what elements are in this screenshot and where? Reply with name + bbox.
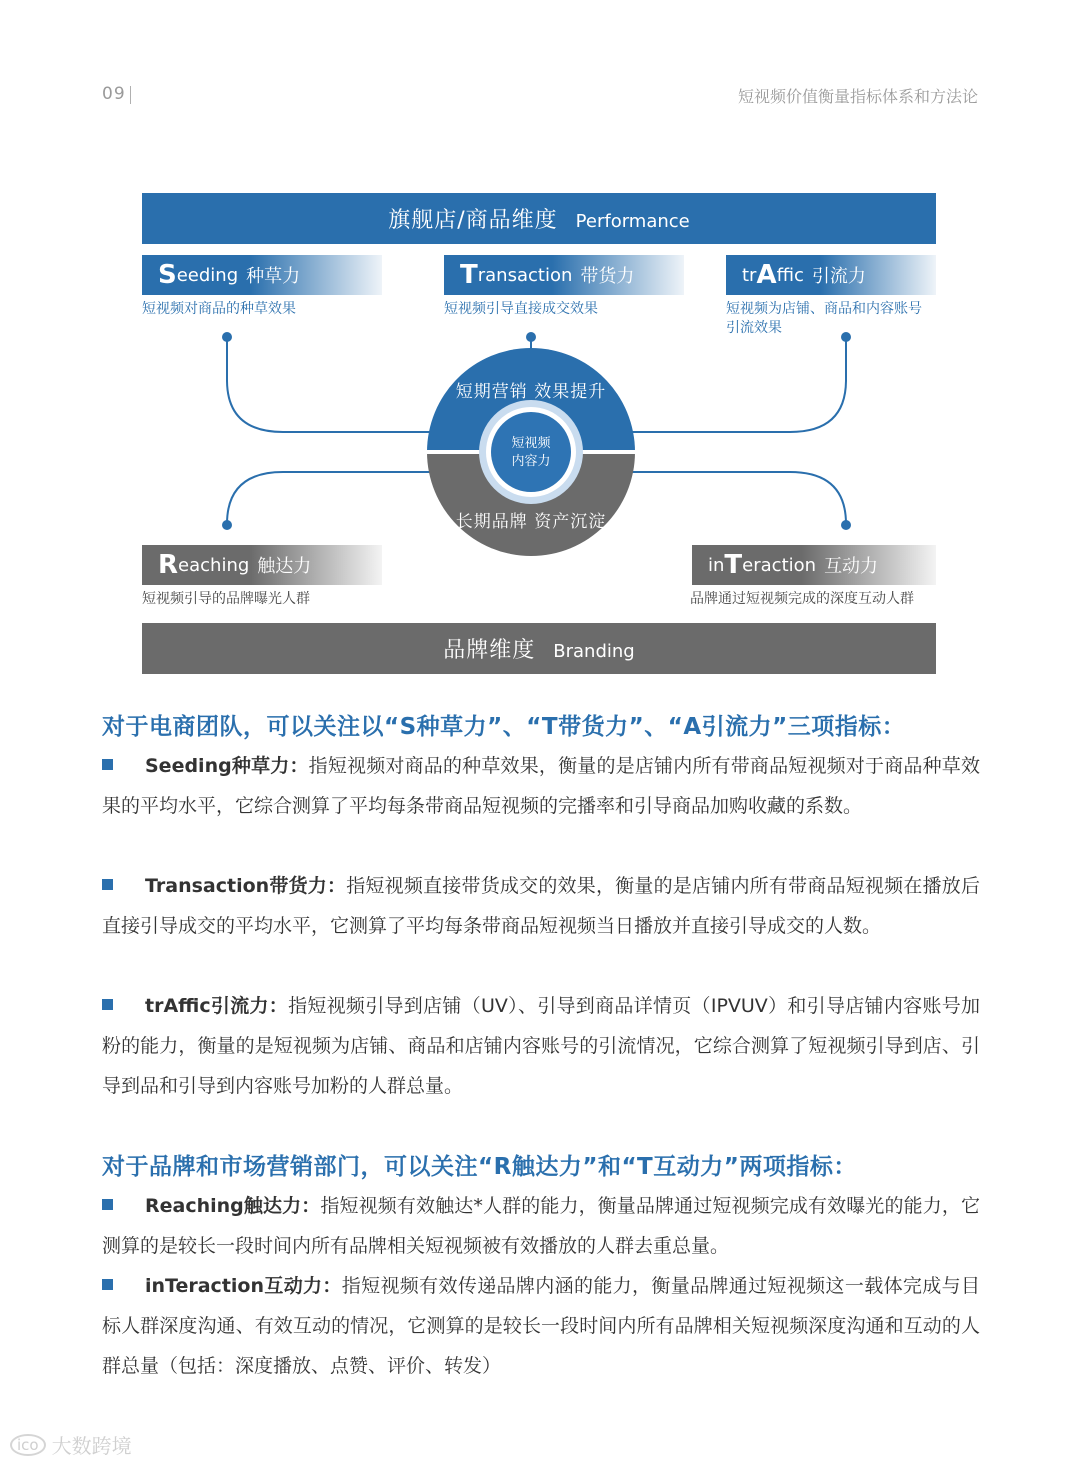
metric-traffic-desc xyxy=(726,300,922,338)
metric-traffic-pre: tr xyxy=(742,264,757,286)
watermark-text: 大数跨境 xyxy=(51,1434,132,1458)
item-text: 指短视频引导到店铺（UV）、引导到商品详情页（IPVUV）和引导店铺内容账号加粉的能力，衡量的是短视频为店铺、商品和店铺内容账号的引流情况，它综合测算了短视频引导到店、引导到品和引导到内容账号加粉的人群总量。 xyxy=(102,995,980,1097)
connector-reaching xyxy=(227,472,431,524)
watermark-logo-icon: ico xyxy=(10,1434,46,1456)
metric-reaching xyxy=(142,545,382,585)
connector-seeding xyxy=(227,338,431,432)
metric-interaction-rest: eraction xyxy=(742,554,817,576)
branding-band-en: Branding xyxy=(553,641,635,662)
metric-interaction-zh: 互动力 xyxy=(824,556,879,577)
metric-reaching-zh: 触达力 xyxy=(257,556,312,577)
ecommerce-heading: 对于电商团队，可以关注以“S种草力”、“T带货力”、“A引流力”三项指标： xyxy=(102,714,906,740)
metric-seeding-zh: 种草力 xyxy=(246,266,301,287)
connector-interaction xyxy=(632,472,846,524)
metric-seeding-rest: eeding xyxy=(176,264,239,286)
metric-interaction-cap: T xyxy=(724,550,743,580)
dot-reaching xyxy=(222,520,232,530)
metric-traffic-rest: ffic xyxy=(776,264,804,286)
ecommerce-item-traffic xyxy=(102,986,980,1106)
branding-heading: 对于品牌和市场营销部门，可以关注“R触达力”和“T互动力”两项指标： xyxy=(102,1154,857,1180)
bullet-square xyxy=(102,1279,113,1290)
ecommerce-item-seeding xyxy=(102,746,980,826)
item-text: 指短视频直接带货成交的效果，衡量的是店铺内所有带商品短视频在播放后直接引导成交的平均水平，它测算了平均每条带商品短视频当日播放并直接引导成交的人数。 xyxy=(102,875,980,937)
metric-interaction-pre: in xyxy=(708,554,725,576)
metric-interaction xyxy=(692,545,936,585)
bullet-square xyxy=(102,879,113,890)
metric-reaching-desc: 短视频引导的品牌曝光人群 xyxy=(142,591,310,607)
circle-top-text: 短期营销 效果提升 xyxy=(455,382,607,402)
ecommerce-item-transaction xyxy=(102,866,980,946)
dot-transaction xyxy=(526,332,536,342)
metric-transaction-zh: 带货力 xyxy=(580,266,635,287)
metric-seeding-desc: 短视频对商品的种草效果 xyxy=(142,301,296,317)
metric-traffic-cap: A xyxy=(756,260,777,290)
item-term: Transaction带货力： xyxy=(145,875,347,897)
branding-item-interaction xyxy=(102,1266,980,1386)
page-number: 09 xyxy=(102,84,126,104)
bullet-square xyxy=(102,999,113,1010)
item-text: 指短视频有效触达*人群的能力，衡量品牌通过短视频完成有效曝光的能力，它测算的是较长一段时间内所有品牌相关短视频被有效播放的人群去重总量。 xyxy=(102,1195,980,1257)
metric-traffic-desc-line1: 短视频为店铺、商品和内容账号 xyxy=(726,301,922,317)
branding-item-reaching xyxy=(102,1186,980,1266)
metric-interaction-desc: 品牌通过短视频完成的深度互动人群 xyxy=(690,591,914,607)
metric-seeding xyxy=(142,255,382,295)
performance-band-cn: 旗舰店/商品维度 xyxy=(388,208,558,233)
circle-core-line1: 短视频 xyxy=(511,436,551,451)
bullet-square xyxy=(102,1199,113,1210)
dot-seeding xyxy=(222,332,232,342)
item-term: Reaching触达力： xyxy=(145,1195,321,1217)
metric-transaction-cap: T xyxy=(460,260,478,290)
metric-seeding-cap: S xyxy=(158,260,177,290)
branding-band xyxy=(142,623,936,674)
branding-band-cn: 品牌维度 xyxy=(443,638,536,663)
watermark xyxy=(10,1430,132,1459)
circle-core-line2: 内容力 xyxy=(511,454,551,469)
metric-transaction-desc: 短视频引导直接成交效果 xyxy=(444,301,598,317)
metric-traffic xyxy=(726,255,936,295)
dot-interaction xyxy=(841,520,851,530)
metric-traffic-desc-line2: 引流效果 xyxy=(726,320,782,336)
metric-traffic-zh: 引流力 xyxy=(811,266,866,287)
performance-band xyxy=(142,193,936,244)
item-text: 指短视频对商品的种草效果，衡量的是店铺内所有带商品短视频对于商品种草效果的平均水平，它综合测算了平均每条带商品短视频的完播率和引导商品加购收藏的系数。 xyxy=(102,755,980,817)
item-term: Seeding种草力： xyxy=(145,755,309,777)
metric-transaction xyxy=(444,255,684,295)
item-text: 指短视频有效传递品牌内涵的能力，衡量品牌通过短视频这一载体完成与目标人群深度沟通、有效互动的情况，它测算的是较长一段时间内所有品牌相关短视频深度沟通和互动的人群总量（包括：深度播放、点赞、评价、转发） xyxy=(102,1275,980,1377)
connector-traffic xyxy=(632,338,846,432)
metric-reaching-rest: eaching xyxy=(178,554,250,576)
item-term: trAffic引流力： xyxy=(145,995,289,1017)
circle-bottom-text: 长期品牌 资产沉淀 xyxy=(455,512,607,532)
metric-transaction-rest: ransaction xyxy=(477,264,573,286)
bullet-square xyxy=(102,759,113,770)
document-title: 短视频价值衡量指标体系和方法论 xyxy=(737,87,978,106)
circle-core-text xyxy=(491,435,571,471)
item-term: inTeraction互动力： xyxy=(145,1275,342,1297)
metric-reaching-cap: R xyxy=(158,550,179,580)
performance-band-en: Performance xyxy=(575,211,690,232)
